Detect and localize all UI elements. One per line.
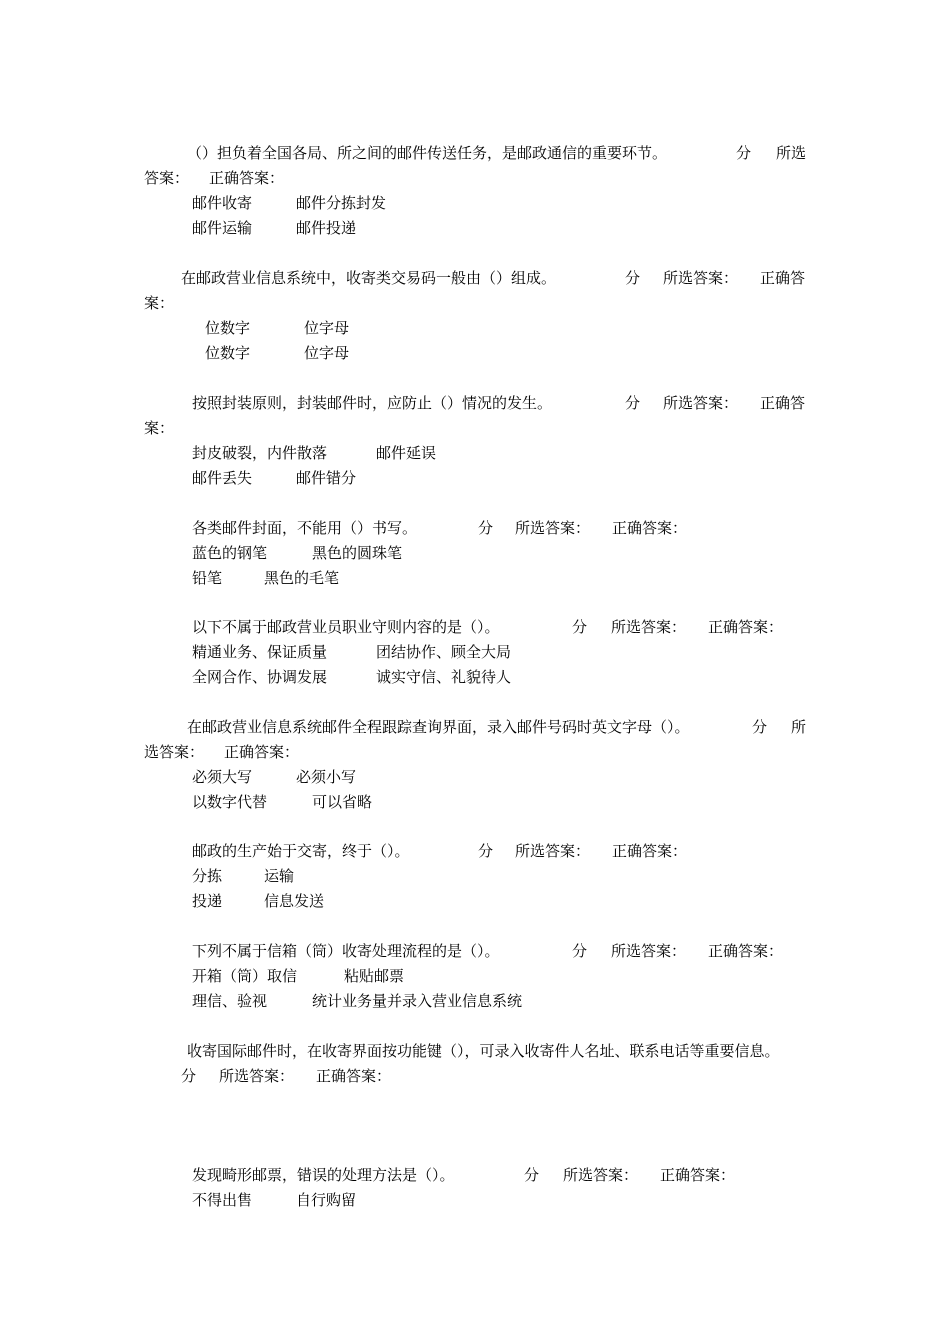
question-stem: 按照封装原则，封装邮件时，应防止（）情况的发生。 — [192, 394, 553, 412]
option-d: 可以省略 — [312, 793, 373, 811]
option-d: 位字母 — [304, 344, 350, 362]
option-b: 运输 — [264, 867, 295, 885]
score-label: 分 — [478, 842, 494, 860]
option-a: 封皮破裂，内件散落 — [192, 444, 328, 462]
correct-answer-label: 正确答案： — [209, 169, 285, 187]
option-a: 不得出售 — [192, 1191, 253, 1209]
option-a: 蓝色的钢笔 — [192, 544, 268, 562]
option-d: 邮件投递 — [296, 219, 357, 237]
correct-answer-label: 正确答 — [760, 269, 806, 287]
score-label: 分 — [752, 718, 768, 736]
selected-answer-label-cont: 选答案： — [144, 743, 205, 761]
option-c: 理信、验视 — [192, 992, 268, 1010]
correct-answer-label: 正确答案： — [612, 519, 688, 537]
selected-answer-label: 所选 — [776, 144, 807, 162]
selected-answer-label-cont: 答案： — [144, 169, 190, 187]
option-c: 邮件丢失 — [192, 469, 253, 487]
option-b: 位字母 — [304, 319, 350, 337]
option-a: 邮件收寄 — [192, 194, 253, 212]
option-b: 必须小写 — [296, 768, 357, 786]
score-label: 分 — [625, 394, 641, 412]
selected-answer-label: 所选答案： — [663, 394, 739, 412]
correct-answer-label: 正确答案： — [316, 1067, 392, 1085]
option-b: 黑色的圆珠笔 — [312, 544, 403, 562]
question-stem: 下列不属于信箱（筒）收寄处理流程的是（）。 — [192, 942, 500, 960]
score-label: 分 — [181, 1067, 197, 1085]
selected-answer-label: 所选答案： — [515, 842, 591, 860]
option-c: 以数字代替 — [192, 793, 268, 811]
score-label: 分 — [736, 144, 752, 162]
score-label: 分 — [478, 519, 494, 537]
option-c: 投递 — [192, 892, 223, 910]
option-c: 邮件运输 — [192, 219, 253, 237]
correct-answer-label: 正确答 — [760, 394, 806, 412]
option-d: 诚实守信、礼貌待人 — [376, 668, 512, 686]
question-stem: 邮政的生产始于交寄，终于（）。 — [192, 842, 410, 860]
option-a: 必须大写 — [192, 768, 253, 786]
question-stem: 以下不属于邮政营业员职业守则内容的是（）。 — [192, 618, 500, 636]
selected-answer-label: 所 — [791, 718, 807, 736]
option-a: 位数字 — [205, 319, 251, 337]
score-label: 分 — [524, 1166, 540, 1184]
option-d: 黑色的毛笔 — [264, 569, 340, 587]
correct-answer-label: 正确答案： — [708, 618, 784, 636]
option-b: 邮件分拣封发 — [296, 194, 387, 212]
option-b: 粘贴邮票 — [344, 967, 405, 985]
option-d: 邮件错分 — [296, 469, 357, 487]
question-stem: （）担负着全国各局、所之间的邮件传送任务，是邮政通信的重要环节。 — [187, 144, 668, 162]
score-label: 分 — [572, 942, 588, 960]
option-a: 精通业务、保证质量 — [192, 643, 328, 661]
correct-answer-label-cont: 案： — [144, 419, 175, 437]
option-b: 邮件延误 — [376, 444, 437, 462]
selected-answer-label: 所选答案： — [219, 1067, 295, 1085]
question-1-stem-line — [187, 142, 667, 164]
option-a: 开箱（筒）取信 — [192, 967, 298, 985]
option-c: 铅笔 — [192, 569, 223, 587]
correct-answer-label-cont: 案： — [144, 294, 175, 312]
question-stem: 各类邮件封面，不能用（）书写。 — [192, 519, 418, 537]
question-stem: 在邮政营业信息系统中，收寄类交易码一般由（）组成。 — [181, 269, 557, 287]
option-a: 分拣 — [192, 867, 223, 885]
correct-answer-label: 正确答案： — [708, 942, 784, 960]
option-b: 团结协作、顾全大局 — [376, 643, 512, 661]
correct-answer-label: 正确答案： — [612, 842, 688, 860]
selected-answer-label: 所选答案： — [663, 269, 739, 287]
option-b: 自行购留 — [296, 1191, 357, 1209]
question-stem: 收寄国际邮件时，在收寄界面按功能键（），可录入收寄件人名址、联系电话等重要信息。 — [187, 1042, 780, 1060]
correct-answer-label: 正确答案： — [224, 743, 300, 761]
option-d: 信息发送 — [264, 892, 325, 910]
selected-answer-label: 所选答案： — [563, 1166, 639, 1184]
question-stem: 发现畸形邮票，错误的处理方法是（）。 — [192, 1166, 455, 1184]
option-c: 全网合作、协调发展 — [192, 668, 328, 686]
question-stem: 在邮政营业信息系统邮件全程跟踪查询界面，录入邮件号码时英文字母（）。 — [187, 718, 690, 736]
option-c: 位数字 — [205, 344, 251, 362]
score-label: 分 — [572, 618, 588, 636]
score-label: 分 — [625, 269, 641, 287]
selected-answer-label: 所选答案： — [515, 519, 591, 537]
selected-answer-label: 所选答案： — [611, 618, 687, 636]
correct-answer-label: 正确答案： — [660, 1166, 736, 1184]
selected-answer-label: 所选答案： — [611, 942, 687, 960]
option-d: 统计业务量并录入营业信息系统 — [312, 992, 523, 1010]
